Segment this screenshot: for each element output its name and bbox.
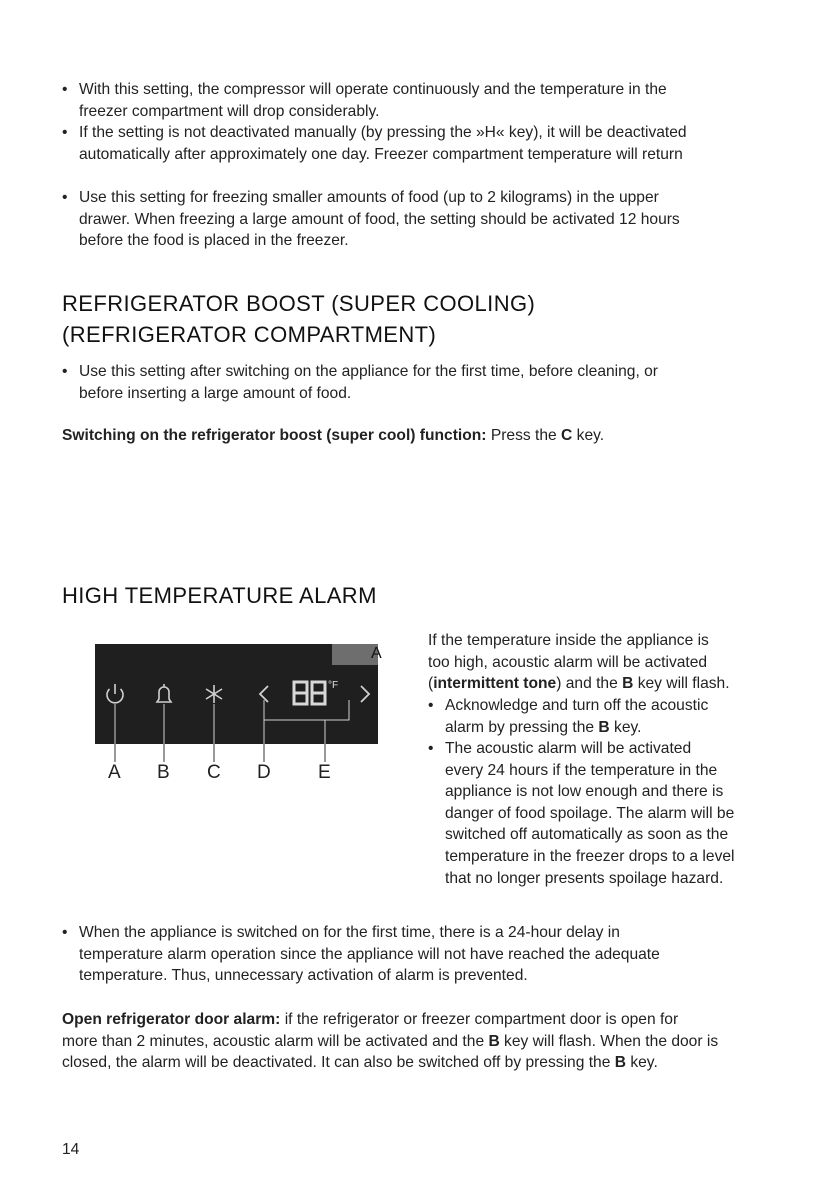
- boost-instruction: [62, 425, 604, 447]
- text-fragment: alarm by pressing the: [445, 718, 599, 736]
- intro-bullet-2: [62, 122, 782, 165]
- key-name: B: [622, 675, 634, 693]
- text-line: [62, 1052, 782, 1074]
- key-name: B: [614, 1054, 626, 1072]
- text-line: too high, acoustic alarm will be activated: [428, 653, 708, 671]
- text-fragment: (: [428, 675, 434, 693]
- instruction-label: Switching on the refrigerator boost (super cool) function:: [62, 427, 487, 444]
- panel-icons: [95, 644, 378, 784]
- instruction-text: Press the: [486, 427, 562, 444]
- key-name: B: [598, 718, 610, 736]
- callout-label-a: A: [108, 762, 121, 783]
- text-line: every 24 hours if the temperature in the: [445, 761, 718, 779]
- callout-label-c: C: [207, 762, 221, 783]
- page-number: 14: [62, 1141, 80, 1158]
- power-icon: [107, 684, 123, 703]
- text-line: drawer. When freezing a large amount of food, the setting should be activated 12 hours: [79, 210, 680, 228]
- heading-line: REFRIGERATOR BOOST (SUPER COOLING): [62, 291, 536, 316]
- text-line: • When the appliance is switched on for the first time, there is a 24-hour delay in: [79, 924, 620, 941]
- alarm-intro: [428, 630, 788, 695]
- text-line: automatically after approximately one day. Freezer compartment temperature will return: [79, 145, 683, 163]
- text-line: temperature alarm operation since the appliance will not have reached the adequate: [79, 945, 660, 963]
- text-line: that no longer presents spoilage hazard.: [445, 869, 724, 887]
- bell-icon: [157, 684, 171, 702]
- text-line: appliance is not low enough and there is: [445, 783, 724, 801]
- text-fragment: more than 2 minutes, acoustic alarm will be activated and the: [62, 1032, 489, 1050]
- key-name: B: [488, 1032, 500, 1050]
- text-line: before inserting a large amount of food.: [79, 384, 352, 402]
- text-line: • Acknowledge and turn off the acoustic: [445, 697, 709, 714]
- text-line: • If the setting is not deactivated manually (by pressing the »H« key), it will be deactivated: [79, 124, 687, 141]
- text-line: freezer compartment will drop considerably.: [79, 102, 380, 120]
- text-line: danger of food spoilage. The alarm will be: [445, 804, 735, 822]
- leader-lines: [115, 704, 325, 762]
- callout-label-e: E: [318, 762, 331, 783]
- text-line: temperature. Thus, unnecessary activation of alarm is prevented.: [79, 967, 528, 985]
- alarm-bullet-1: [428, 695, 783, 738]
- text-line: • The acoustic alarm will be activated: [445, 740, 692, 757]
- alarm-bullet-2: [428, 738, 783, 889]
- boost-bullet: [62, 361, 782, 404]
- text-line: If the temperature inside the appliance is: [428, 632, 709, 649]
- delay-bullet: [62, 922, 782, 987]
- key-name: C: [561, 427, 573, 444]
- bold-term: intermittent tone: [433, 675, 557, 693]
- snowflake-icon: [206, 685, 222, 703]
- section-heading-alarm: HIGH TEMPERATURE ALARM: [62, 583, 377, 608]
- text-line: temperature in the freezer drops to a level: [445, 847, 735, 865]
- digit-display: [294, 682, 325, 704]
- text-fragment: closed, the alarm will be deactivated. It can also be switched off by pressing the: [62, 1054, 615, 1072]
- text-line: before the food is placed in the freezer.: [79, 232, 349, 250]
- chevron-right-icon: [361, 686, 369, 702]
- text-line: • Use this setting after switching on the appliance for the first time, before cleaning, or: [79, 363, 659, 380]
- text-line: • Use this setting for freezing smaller amounts of food (up to 2 kilograms) in the upper: [79, 189, 659, 206]
- callout-label-d: D: [257, 762, 271, 783]
- intro-bullet-1: [62, 79, 782, 122]
- intro-bullet-3: [62, 187, 782, 252]
- text-fragment: ) and the: [556, 675, 623, 693]
- text-fragment: if the refrigerator or freezer compartment door is open for: [280, 1011, 679, 1028]
- unit-label: °F: [328, 680, 339, 691]
- text-fragment: key.: [626, 1054, 658, 1072]
- text-line: • With this setting, the compressor will operate continuously and the temperature in the: [79, 81, 667, 98]
- text-line: switched off automatically as soon as the: [445, 826, 729, 844]
- text-line: [62, 1009, 782, 1031]
- chevron-left-icon: [260, 686, 268, 702]
- instruction-text: key.: [572, 427, 605, 444]
- text-fragment: key.: [609, 718, 642, 736]
- door-alarm-label: Open refrigerator door alarm:: [62, 1011, 281, 1028]
- door-alarm-paragraph: [62, 1009, 782, 1074]
- text-line: [62, 1031, 782, 1053]
- section-heading-boost: [62, 288, 535, 350]
- text-fragment: key will flash.: [633, 675, 730, 693]
- text-line: [428, 673, 788, 695]
- leader-lines-light: [115, 704, 325, 744]
- text-line: [445, 717, 783, 739]
- heading-line: (REFRIGERATOR COMPARTMENT): [62, 322, 437, 347]
- text-fragment: key will flash. When the door is: [499, 1032, 719, 1050]
- callout-label-b: B: [157, 762, 170, 783]
- panel-tab-letter: A: [371, 645, 382, 662]
